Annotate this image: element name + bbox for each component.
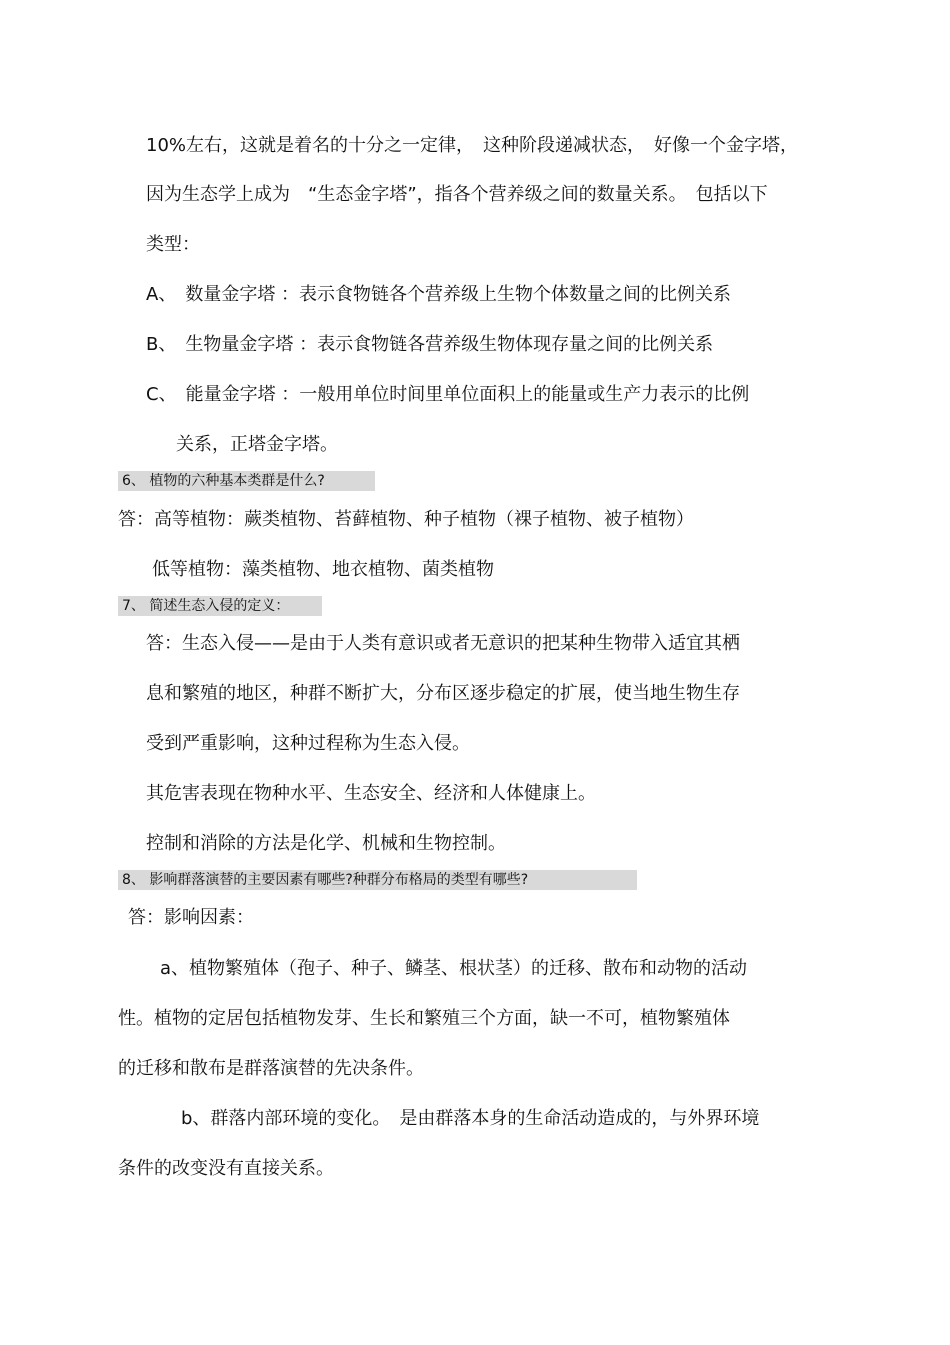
answer-7-line-3: 受到严重影响，这种过程称为生态入侵。 xyxy=(146,733,470,754)
factor-a-line-1: a、植物繁殖体（孢子、种子、鳞茎、根状茎）的迁移、散布和动物的活动 xyxy=(160,958,748,979)
factor-a-line-3: 的迁移和散布是群落演替的先决条件。 xyxy=(118,1058,424,1079)
intro-line-2: 因为生态学上成为 “生态金字塔”，指各个营养级之间的数量关系。 包括以下 xyxy=(146,184,768,205)
pyramid-type-a: A、 数量金字塔 ：表示食物链各个营养级上生物个体数量之间的比例关系 xyxy=(146,284,732,305)
factor-b-line-1: b、群落内部环境的变化。 是由群落本身的生命活动造成的，与外界环境 xyxy=(181,1108,760,1129)
answer-7-line-2: 息和繁殖的地区，种群不断扩大，分布区逐步稳定的扩展，使当地生物生存 xyxy=(146,683,740,704)
answer-7-line-5: 控制和消除的方法是化学、机械和生物控制。 xyxy=(146,833,506,854)
answer-6-line-1: 答：高等植物：蕨类植物、苔藓植物、种子植物（裸子植物、被子植物） xyxy=(118,509,694,530)
intro-line-3: 类型： xyxy=(146,234,200,255)
answer-8-head: 答：影响因素： xyxy=(128,907,254,928)
answer-6-line-2: 低等植物：藻类植物、地衣植物、菌类植物 xyxy=(152,559,494,580)
answer-7-line-1: 答：生态入侵——是由于人类有意识或者无意识的把某种生物带入适宜其栖 xyxy=(146,633,740,654)
question-6: 6、 植物的六种基本类群是什么? xyxy=(118,471,375,491)
factor-a-line-2: 性。植物的定居包括植物发芽、生长和繁殖三个方面，缺一不可，植物繁殖体 xyxy=(118,1008,730,1029)
answer-7-line-4: 其危害表现在物种水平、生态安全、经济和人体健康上。 xyxy=(146,783,596,804)
pyramid-type-c-continued: 关系，正塔金字塔。 xyxy=(176,434,338,455)
question-7: 7、 简述生态入侵的定义： xyxy=(118,596,322,616)
intro-line-1: 10%左右，这就是着名的十分之一定律， 这种阶段递减状态， 好像一个金字塔， xyxy=(146,135,799,156)
factor-b-line-2: 条件的改变没有直接关系。 xyxy=(118,1158,334,1179)
question-8: 8、 影响群落演替的主要因素有哪些?种群分布格局的类型有哪些? xyxy=(118,870,637,890)
pyramid-type-b: B、 生物量金字塔 ：表示食物链各营养级生物体现存量之间的比例关系 xyxy=(146,334,714,355)
pyramid-type-c: C、 能量金字塔 ：一般用单位时间里单位面积上的能量或生产力表示的比例 xyxy=(146,384,750,405)
